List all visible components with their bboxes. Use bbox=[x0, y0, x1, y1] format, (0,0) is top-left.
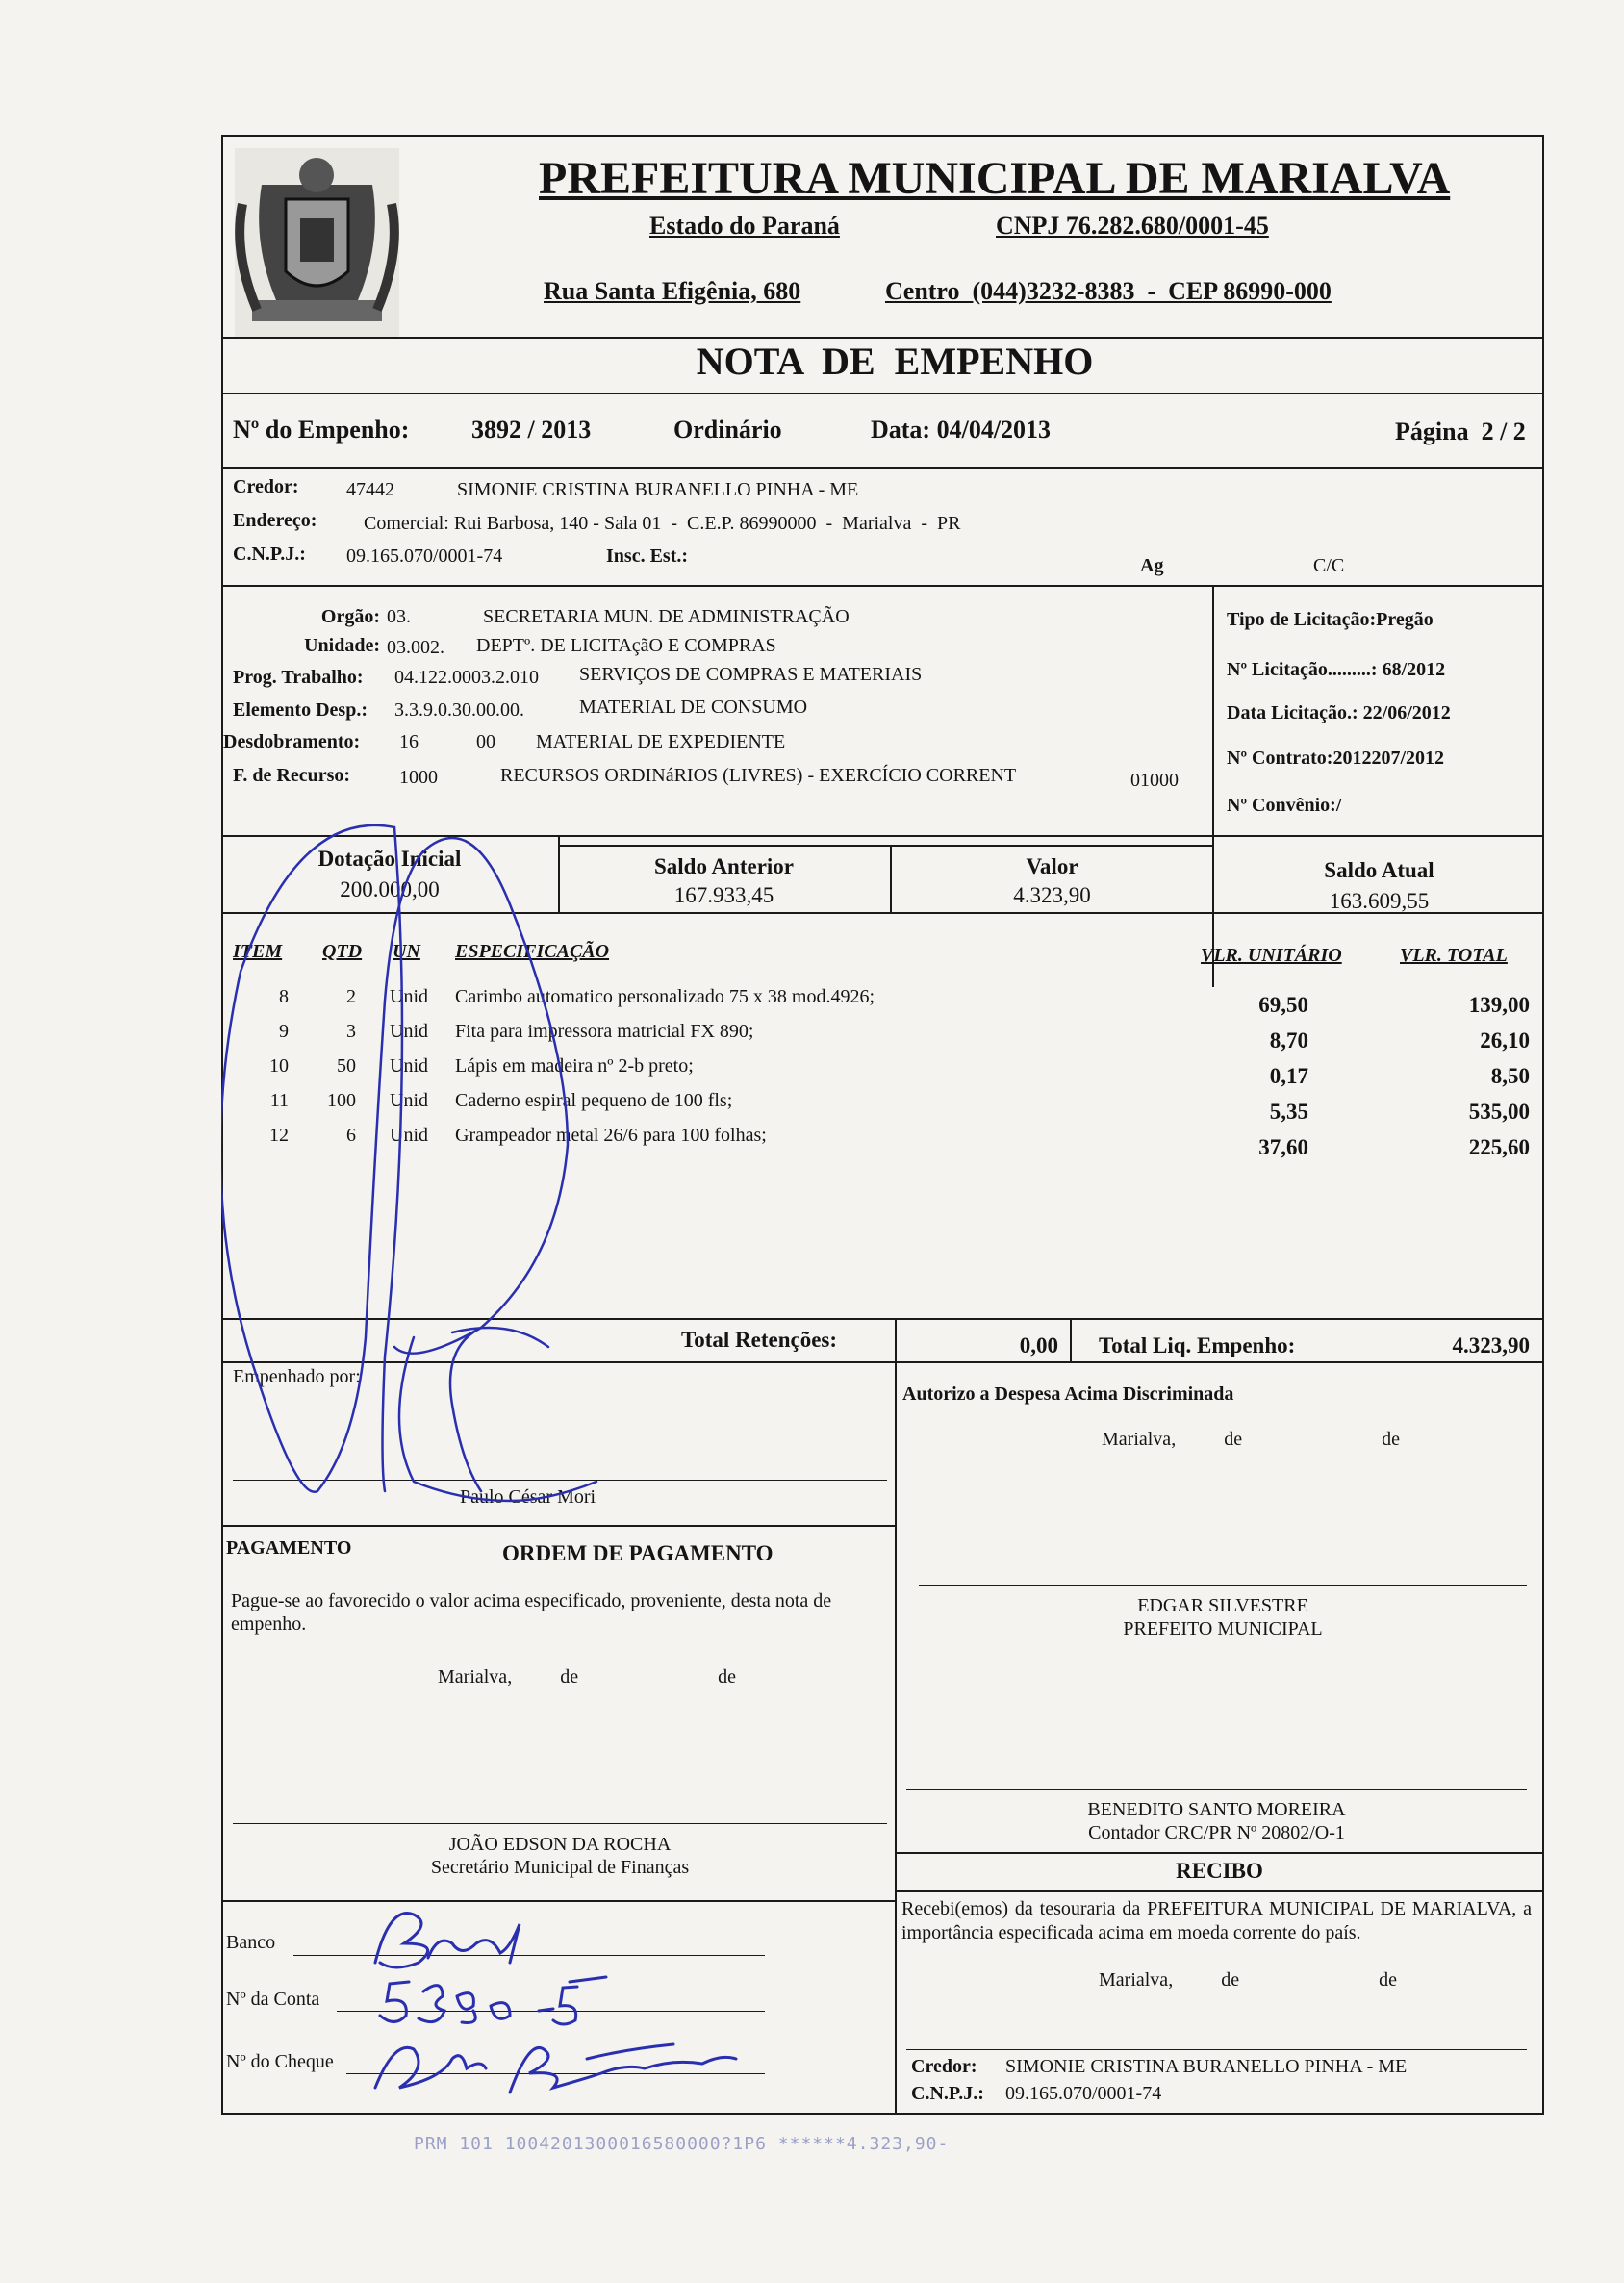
divider bbox=[1212, 585, 1214, 987]
item-unit: Unid bbox=[390, 1090, 428, 1111]
item-unit: Unid bbox=[390, 1125, 428, 1146]
cheque-line bbox=[346, 2073, 765, 2074]
signature-line bbox=[906, 1789, 1527, 1790]
conta-line bbox=[337, 2011, 765, 2012]
item-unit: Unid bbox=[390, 1055, 428, 1077]
signature-line bbox=[919, 1585, 1527, 1586]
desdobramento-label: Desdobramento: bbox=[223, 731, 361, 752]
conta-label: Nº da Conta bbox=[226, 1989, 320, 2010]
item-unit: Unid bbox=[390, 1021, 428, 1042]
desdobramento-desc: MATERIAL DE EXPEDIENTE bbox=[536, 731, 786, 752]
cheque-label: Nº do Cheque bbox=[226, 2051, 334, 2072]
item-desc: Fita para impressora matricial FX 890; bbox=[455, 1021, 754, 1042]
coat-of-arms-icon bbox=[233, 146, 401, 339]
signature-line bbox=[233, 1480, 887, 1481]
pagamento-label: PAGAMENTO bbox=[226, 1537, 352, 1559]
valor-label: Valor bbox=[1026, 854, 1078, 878]
credor-code: 47442 bbox=[346, 479, 394, 500]
item-number: 12 bbox=[269, 1125, 289, 1146]
recibo-cnpj: 09.165.070/0001-74 bbox=[1005, 2083, 1162, 2104]
item-unit-price: 8,70 bbox=[1269, 1028, 1308, 1053]
licitacao-tipo: Tipo de Licitação:Pregão bbox=[1227, 609, 1434, 630]
ordem-pagamento-label: ORDEM DE PAGAMENTO bbox=[502, 1541, 774, 1565]
valor-value: 4.323,90 bbox=[1013, 883, 1091, 907]
divider bbox=[221, 1318, 1544, 1320]
prefeito-title: PREFEITO MUNICIPAL bbox=[1123, 1618, 1323, 1639]
item-qtd: 50 bbox=[337, 1055, 356, 1077]
item-total: 26,10 bbox=[1480, 1028, 1530, 1053]
signature-line bbox=[233, 1823, 887, 1824]
divider bbox=[221, 467, 1544, 469]
retencoes-value: 0,00 bbox=[1019, 1333, 1058, 1357]
recurso-label: F. de Recurso: bbox=[233, 765, 351, 786]
unidade-code: 03.002. bbox=[387, 637, 444, 658]
recurso-source: 01000 bbox=[1130, 770, 1179, 791]
liquido-value: 4.323,90 bbox=[1452, 1333, 1530, 1357]
elemento-label: Elemento Desp.: bbox=[233, 699, 368, 721]
item-number: 10 bbox=[269, 1055, 289, 1077]
recibo-cnpj-label: C.N.P.J.: bbox=[911, 2083, 984, 2104]
autorizo-label: Autorizo a Despesa Acima Discriminada bbox=[902, 1383, 1234, 1405]
street-address: Rua Santa Efigênia, 680 bbox=[544, 277, 801, 305]
elemento-desc: MATERIAL DE CONSUMO bbox=[579, 697, 808, 718]
saldo-atual-label: Saldo Atual bbox=[1324, 858, 1434, 882]
divider bbox=[221, 1900, 895, 1902]
credor-label: Credor: bbox=[233, 476, 299, 497]
nota-de-empenho bbox=[221, 135, 1544, 2155]
recibo-credor-label: Credor: bbox=[911, 2056, 977, 2077]
licitacao-contrato: Nº Contrato:2012207/2012 bbox=[1227, 748, 1445, 769]
cnpj-field-label: C.N.P.J.: bbox=[233, 544, 306, 565]
recibo-place-date: Marialva, de de bbox=[1099, 1969, 1397, 1991]
divider bbox=[221, 1361, 1544, 1363]
item-unit: Unid bbox=[390, 986, 428, 1007]
recurso-code: 1000 bbox=[399, 767, 438, 788]
col-header-total: VLR. TOTAL bbox=[1400, 945, 1508, 966]
prefeito-name: EDGAR SILVESTRE bbox=[1137, 1595, 1308, 1616]
item-number: 9 bbox=[279, 1021, 289, 1042]
divider bbox=[221, 393, 1544, 394]
autorizo-place-date: Marialva, de de bbox=[1102, 1429, 1400, 1450]
divider bbox=[221, 912, 1544, 914]
saldo-atual-value: 163.609,55 bbox=[1329, 889, 1430, 913]
secretario-name: JOÃO EDSON DA ROCHA bbox=[448, 1834, 672, 1855]
licitacao-numero: Nº Licitação.........: 68/2012 bbox=[1227, 659, 1446, 680]
account-label: C/C bbox=[1313, 555, 1345, 576]
credor-address: Comercial: Rui Barbosa, 140 - Sala 01 - C.E.P. 86990000 - Marialva - PR bbox=[364, 513, 961, 534]
item-qtd: 3 bbox=[346, 1021, 356, 1042]
item-qtd: 2 bbox=[346, 986, 356, 1007]
empenho-label: Nº do Empenho: bbox=[233, 416, 410, 444]
item-total: 535,00 bbox=[1468, 1100, 1530, 1124]
empenho-date: Data: 04/04/2013 bbox=[871, 416, 1052, 444]
desdobramento-b: 00 bbox=[476, 731, 495, 752]
item-unit-price: 0,17 bbox=[1269, 1064, 1308, 1088]
recibo-text: Recebi(emos) da tesouraria da PREFEITURA MUNICIPAL DE MARIALVA, a importância especificada acima em moeda corrente do país. bbox=[901, 1898, 1532, 1943]
item-unit-price: 37,60 bbox=[1258, 1135, 1308, 1159]
item-desc: Grampeador metal 26/6 para 100 folhas; bbox=[455, 1125, 767, 1146]
item-number: 11 bbox=[269, 1090, 289, 1111]
ordem-place-date: Marialva, de de bbox=[438, 1666, 736, 1687]
retencoes-label: Total Retenções: bbox=[681, 1328, 838, 1352]
signature-line bbox=[906, 2049, 1527, 2050]
cnpj-label: CNPJ 76.282.680/0001-45 bbox=[996, 212, 1269, 240]
prog-code: 04.122.0003.2.010 bbox=[394, 667, 539, 688]
empenho-number: 3892 / 2013 bbox=[471, 416, 592, 444]
item-unit-price: 69,50 bbox=[1258, 993, 1308, 1017]
divider bbox=[1070, 1318, 1072, 1361]
pague-text: Pague-se ao favorecido o valor acima especificado, proveniente, desta nota de empenho. bbox=[231, 1590, 832, 1635]
item-qtd: 6 bbox=[346, 1125, 356, 1146]
orgao-label: Orgão: bbox=[320, 606, 380, 627]
secretario-title: Secretário Municipal de Finanças bbox=[430, 1857, 690, 1878]
address-label: Endereço: bbox=[233, 510, 317, 531]
orgao-desc: SECRETARIA MUN. DE ADMINISTRAÇÃO bbox=[483, 606, 850, 627]
contact-address: Centro (044)3232-8383 - CEP 86990-000 bbox=[885, 277, 1332, 305]
divider bbox=[221, 585, 1544, 587]
recibo-title: RECIBO bbox=[1176, 1859, 1263, 1883]
prog-label: Prog. Trabalho: bbox=[233, 667, 364, 688]
desdobramento-a: 16 bbox=[399, 731, 419, 752]
dotacao-label: Dotação Inicial bbox=[317, 847, 462, 871]
empenho-type: Ordinário bbox=[673, 416, 782, 444]
item-total: 225,60 bbox=[1468, 1135, 1530, 1159]
col-header-qtd: QTD bbox=[322, 941, 363, 962]
prog-desc: SERVIÇOS DE COMPRAS E MATERIAIS bbox=[579, 664, 923, 685]
dotacao-value: 200.000,00 bbox=[340, 877, 440, 901]
col-header-un: UN bbox=[393, 941, 420, 962]
orgao-code: 03. bbox=[387, 606, 411, 627]
page-number: Página 2 / 2 bbox=[1395, 418, 1526, 445]
liquido-label: Total Liq. Empenho: bbox=[1099, 1333, 1296, 1357]
item-total: 139,00 bbox=[1468, 993, 1530, 1017]
insc-est-label: Insc. Est.: bbox=[606, 545, 689, 567]
licitacao-data: Data Licitação.: 22/06/2012 bbox=[1227, 702, 1451, 723]
credor-cnpj: 09.165.070/0001-74 bbox=[346, 545, 503, 567]
micr-line: PRM 101 1004201300016580000?1P6 ******4.323,90- bbox=[414, 2134, 950, 2154]
recurso-desc: RECURSOS ORDINáRIOS (LIVRES) - EXERCÍCIO CORRENT bbox=[500, 765, 1017, 786]
municipality-title: PREFEITURA MUNICIPAL DE MARIALVA bbox=[539, 153, 1451, 204]
elemento-code: 3.3.9.0.30.00.00. bbox=[394, 699, 524, 721]
saldo-anterior-label: Saldo Anterior bbox=[653, 854, 795, 878]
divider bbox=[221, 835, 1544, 837]
divider bbox=[221, 1525, 895, 1527]
item-desc: Carimbo automatico personalizado 75 x 38 mod.4926; bbox=[455, 986, 875, 1007]
unidade-label: Unidade: bbox=[304, 635, 380, 656]
recibo-credor-name: SIMONIE CRISTINA BURANELLO PINHA - ME bbox=[1005, 2056, 1408, 2077]
col-header-item: ITEM bbox=[233, 941, 283, 962]
item-unit-price: 5,35 bbox=[1269, 1100, 1308, 1124]
banco-line bbox=[293, 1955, 765, 1956]
item-desc: Lápis em madeira nº 2-b preto; bbox=[455, 1055, 694, 1077]
contador-name: BENEDITO SANTO MOREIRA bbox=[1087, 1799, 1346, 1820]
document-title: NOTA DE EMPENHO bbox=[696, 340, 1094, 383]
state-label: Estado do Paraná bbox=[649, 212, 840, 240]
contador-title: Contador CRC/PR Nº 20802/O-1 bbox=[1088, 1822, 1345, 1843]
unidade-desc: DEPTº. DE LICITAçãO E COMPRAS bbox=[476, 635, 776, 656]
col-header-unit-price: VLR. UNITÁRIO bbox=[1201, 945, 1342, 966]
credor-name: SIMONIE CRISTINA BURANELLO PINHA - ME bbox=[457, 479, 859, 500]
divider bbox=[895, 1361, 897, 2115]
empenhado-name: Paulo César Mori bbox=[460, 1486, 596, 1508]
item-desc: Caderno espiral pequeno de 100 fls; bbox=[455, 1090, 733, 1111]
item-total: 8,50 bbox=[1490, 1064, 1530, 1088]
col-header-especificacao: ESPECIFICAÇÃO bbox=[455, 941, 610, 962]
empenhado-label: Empenhado por: bbox=[233, 1366, 361, 1387]
item-qtd: 100 bbox=[327, 1090, 356, 1111]
saldo-anterior-value: 167.933,45 bbox=[673, 883, 774, 907]
divider bbox=[895, 1890, 1544, 1892]
agency-label: Ag bbox=[1140, 555, 1164, 576]
banco-label: Banco bbox=[226, 1932, 276, 1953]
divider bbox=[895, 1852, 1544, 1854]
divider bbox=[895, 1318, 897, 1361]
item-number: 8 bbox=[279, 986, 289, 1007]
licitacao-convenio: Nº Convênio:/ bbox=[1227, 795, 1342, 816]
